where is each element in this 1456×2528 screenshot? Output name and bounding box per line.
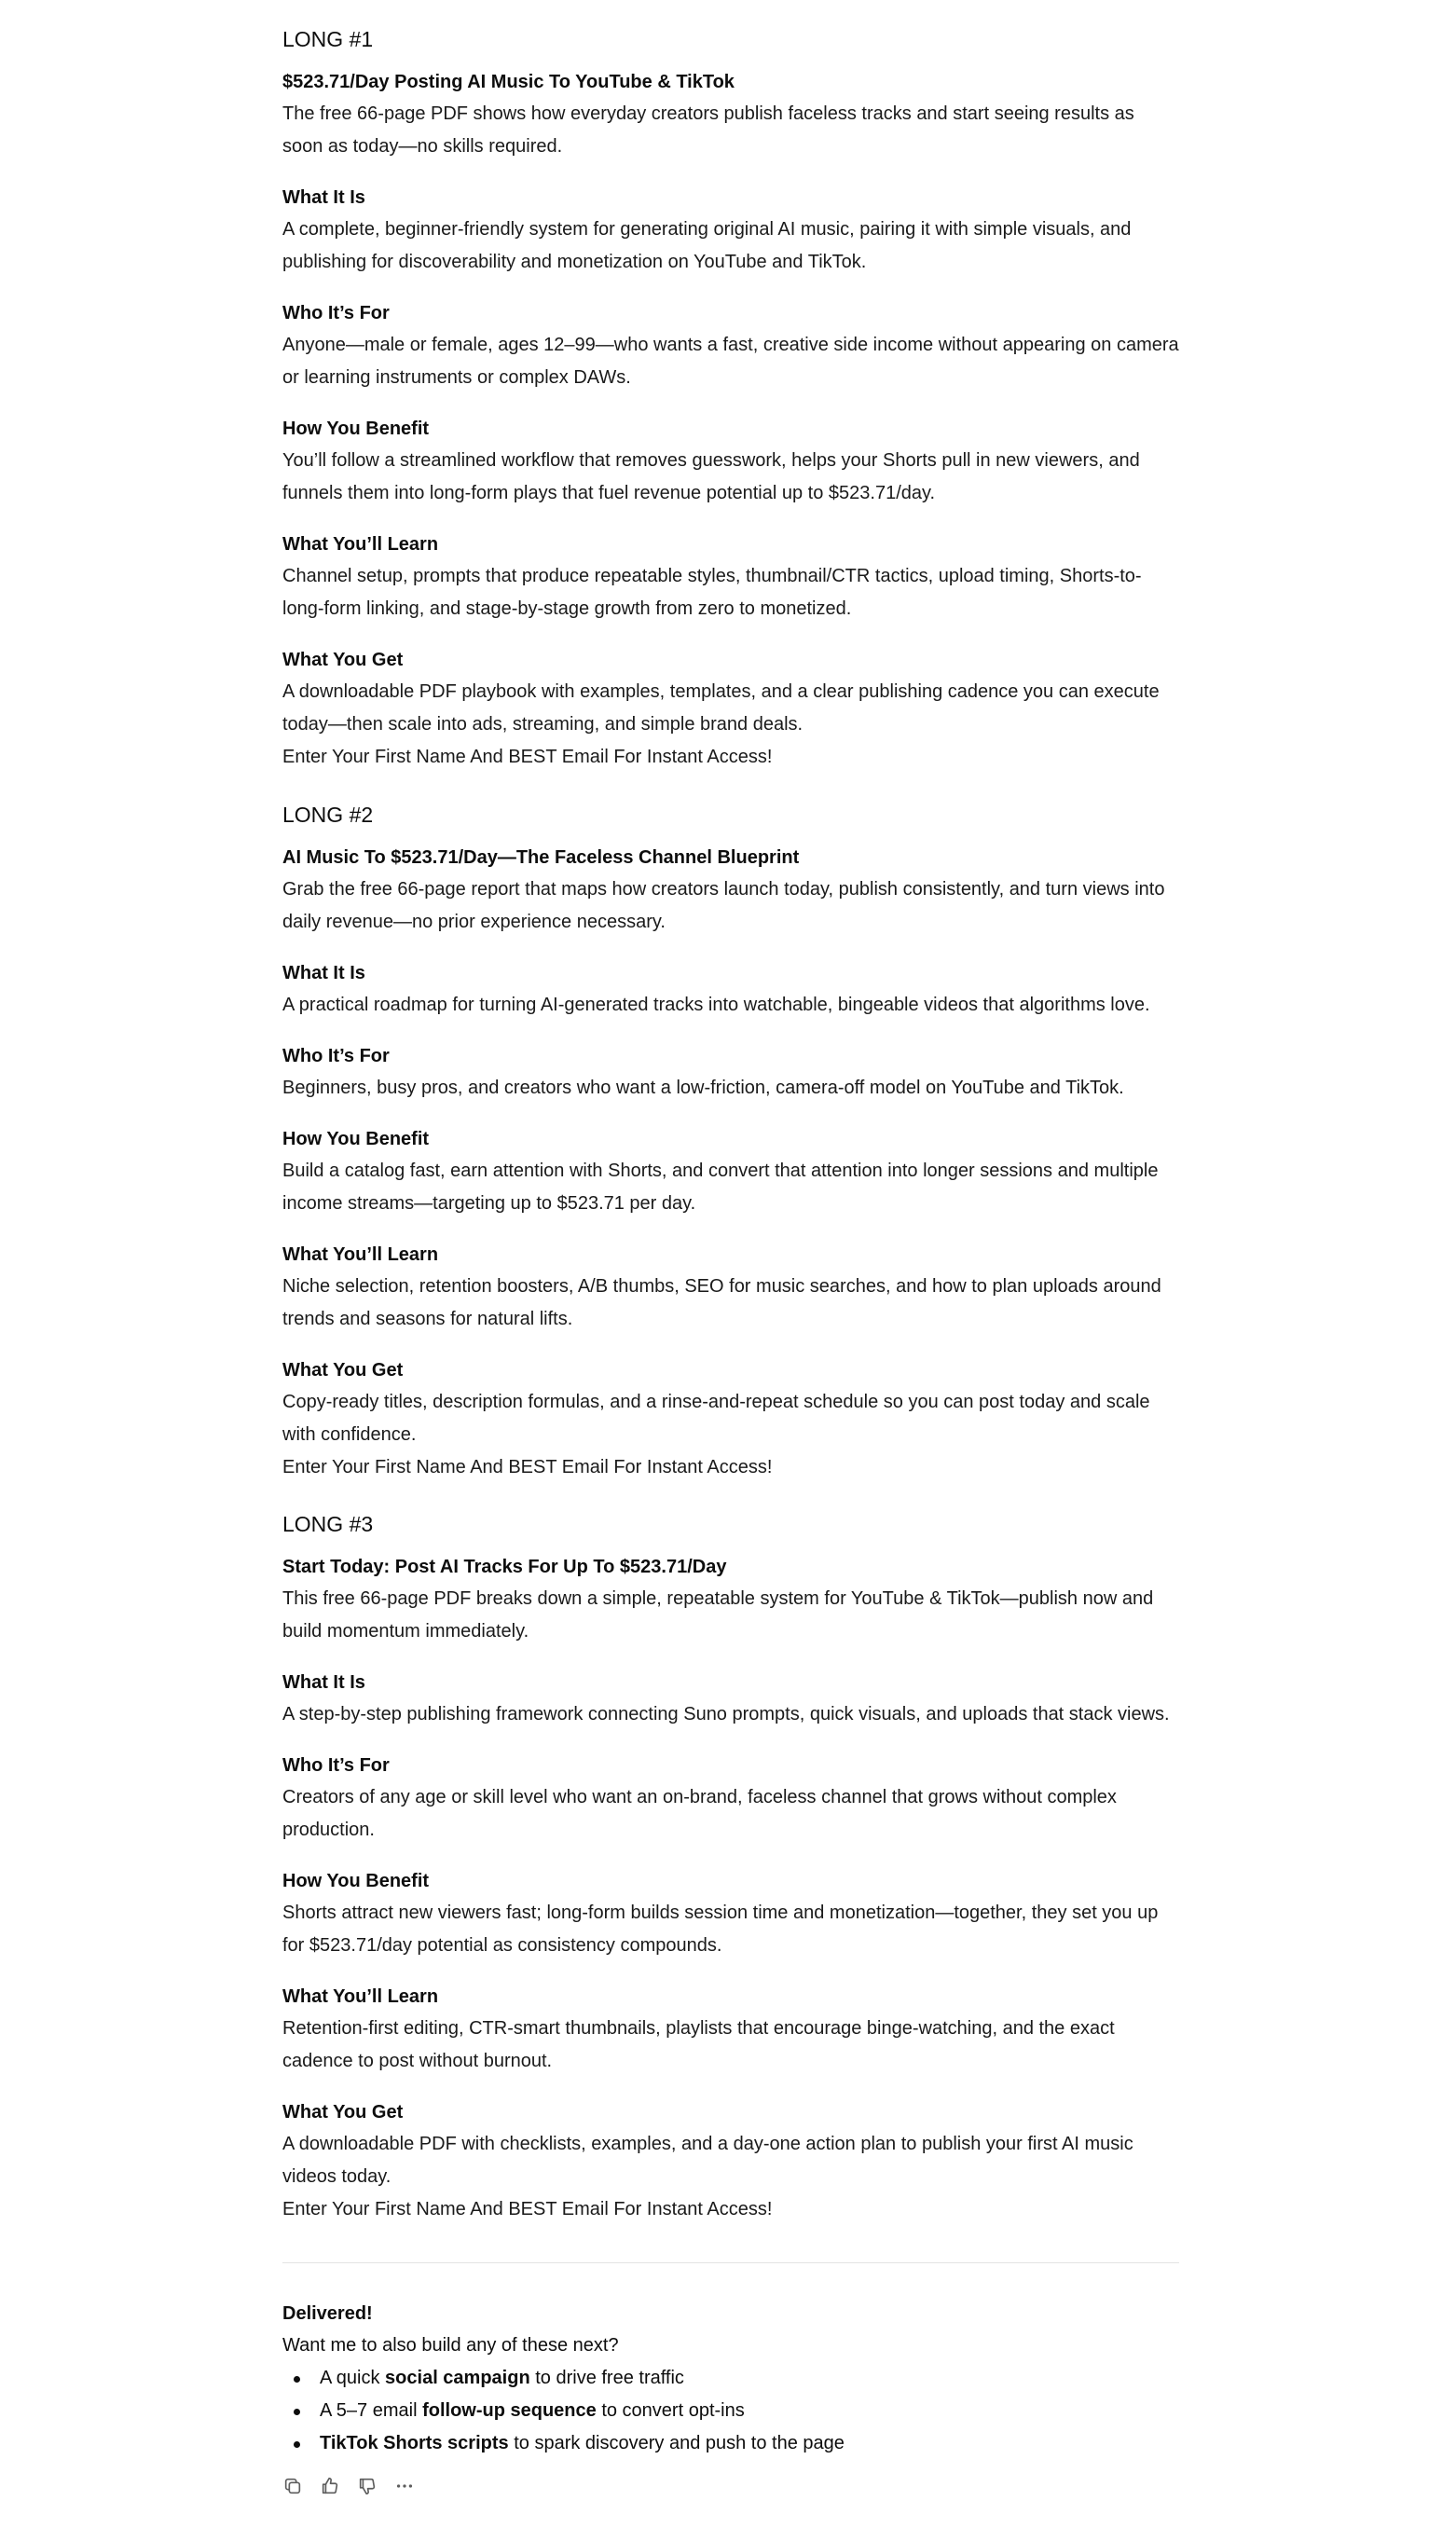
- section-text: A practical roadmap for turning AI-generated tracks into watchable, bingeable videos that algorithms love.: [282, 995, 1150, 1015]
- block-title: Start Today: Post AI Tracks For Up To $523.71/Day: [282, 1557, 727, 1577]
- section-text: Build a catalog fast, earn attention with Shorts, and convert that attention into longer sessions and multiple income streams—targeting up to $523.71 per day.: [282, 1161, 1159, 1214]
- item-suffix: to spark discovery and push to the page: [508, 2433, 845, 2453]
- section-text: Creators of any age or skill level who want an on-brand, faceless channel that grows without complex production.: [282, 1787, 1117, 1840]
- divider: [282, 2262, 1179, 2263]
- long-block-2: [282, 799, 1179, 1484]
- section-text: Retention-first editing, CTR-smart thumbnails, playlists that encourage binge-watching, and the exact cadence to post without burnout.: [282, 2018, 1115, 2071]
- section-label: What It Is: [282, 1672, 365, 1693]
- section-label: How You Benefit: [282, 419, 430, 439]
- section-label: Who It’s For: [282, 1755, 390, 1776]
- section-label: What You Get: [282, 1360, 404, 1381]
- section-label: What You Get: [282, 2102, 404, 2123]
- cta-text: Enter Your First Name And BEST Email For Instant Access!: [282, 2199, 773, 2219]
- section-label: Who It’s For: [282, 1046, 390, 1066]
- thumbs-down-icon[interactable]: [357, 2476, 378, 2496]
- cta-text: Enter Your First Name And BEST Email For Instant Access!: [282, 747, 773, 767]
- cta-text: Enter Your First Name And BEST Email For Instant Access!: [282, 1457, 773, 1477]
- section-label: What It Is: [282, 187, 365, 208]
- item-prefix: A quick: [320, 2368, 386, 2388]
- delivered-heading: Delivered!: [282, 2303, 373, 2324]
- list-item: [282, 2362, 1179, 2395]
- section-text: Copy-ready titles, description formulas, and a rinse-and-repeat schedule so you can post today and scale with confidence.: [282, 1392, 1150, 1445]
- section-label: What You Get: [282, 650, 404, 670]
- block-title: AI Music To $523.71/Day—The Faceless Channel Blueprint: [282, 847, 800, 868]
- block-intro: Grab the free 66-page report that maps how creators launch today, publish consistently, and turn views into daily revenue—no prior experience necessary.: [282, 879, 1165, 932]
- section-text: Beginners, busy pros, and creators who want a low-friction, camera-off model on YouTube and TikTok.: [282, 1078, 1124, 1098]
- block-intro: The free 66-page PDF shows how everyday creators publish faceless tracks and start seeing results as soon as today—no skills required.: [282, 103, 1134, 157]
- section-text: A downloadable PDF with checklists, examples, and a day-one action plan to publish your first AI music videos today.: [282, 2134, 1133, 2187]
- item-bold: follow-up sequence: [422, 2400, 597, 2421]
- section-label: How You Benefit: [282, 1129, 430, 1149]
- follow-up-section: [282, 2298, 1179, 2460]
- copy-icon[interactable]: [282, 2476, 303, 2496]
- more-icon[interactable]: [394, 2476, 415, 2496]
- section-text: Channel setup, prompts that produce repeatable styles, thumbnail/CTR tactics, upload timing, Shorts-to-long-form linking, and stage-by-stage growth from zero to monetized.: [282, 566, 1142, 619]
- follow-up-question: Want me to also build any of these next?: [282, 2335, 619, 2356]
- section-label: What It Is: [282, 963, 365, 983]
- section-text: A downloadable PDF playbook with examples, templates, and a clear publishing cadence you can execute today—then scale into ads, streaming, and simple brand deals.: [282, 681, 1160, 735]
- long-heading: LONG #1: [282, 27, 374, 51]
- item-bold: TikTok Shorts scripts: [320, 2433, 509, 2453]
- list-item: [282, 2395, 1179, 2427]
- message-actions: [282, 2476, 415, 2496]
- long-heading: LONG #2: [282, 803, 374, 827]
- suggestion-list: [282, 2362, 1179, 2460]
- section-text: You’ll follow a streamlined workflow that removes guesswork, helps your Shorts pull in new viewers, and funnels them into long-form plays that fuel revenue potential up to $523.71/day.: [282, 450, 1140, 503]
- long-block-1: [282, 23, 1179, 774]
- section-label: How You Benefit: [282, 1871, 430, 1891]
- block-title: $523.71/Day Posting AI Music To YouTube & TikTok: [282, 72, 735, 92]
- item-suffix: to drive free traffic: [529, 2368, 684, 2388]
- long-block-3: [282, 1508, 1179, 2226]
- block-intro: This free 66-page PDF breaks down a simple, repeatable system for YouTube & TikTok—publish now and build momentum immediately.: [282, 1588, 1154, 1642]
- section-label: What You’ll Learn: [282, 1244, 439, 1265]
- section-label: What You’ll Learn: [282, 1986, 439, 2007]
- item-suffix: to convert opt-ins: [596, 2400, 745, 2421]
- section-text: Anyone—male or female, ages 12–99—who wants a fast, creative side income without appearing on camera or learning instruments or complex DAWs.: [282, 335, 1179, 388]
- long-heading: LONG #3: [282, 1512, 374, 1536]
- thumbs-up-icon[interactable]: [320, 2476, 340, 2496]
- list-item: [282, 2427, 1179, 2460]
- section-text: A complete, beginner-friendly system for generating original AI music, pairing it with simple visuals, and publishing for discoverability and monetization on YouTube and TikTok.: [282, 219, 1132, 272]
- section-text: Niche selection, retention boosters, A/B thumbs, SEO for music searches, and how to plan uploads around trends and seasons for natural lifts.: [282, 1276, 1161, 1329]
- item-bold: social campaign: [385, 2368, 530, 2388]
- section-label: What You’ll Learn: [282, 534, 439, 555]
- section-label: Who It’s For: [282, 303, 390, 323]
- section-text: A step-by-step publishing framework connecting Suno prompts, quick visuals, and uploads that stack views.: [282, 1704, 1170, 1724]
- item-prefix: A 5–7 email: [320, 2400, 423, 2421]
- section-text: Shorts attract new viewers fast; long-form builds session time and monetization—together, they set you up for $523.71/day potential as consistency compounds.: [282, 1903, 1159, 1956]
